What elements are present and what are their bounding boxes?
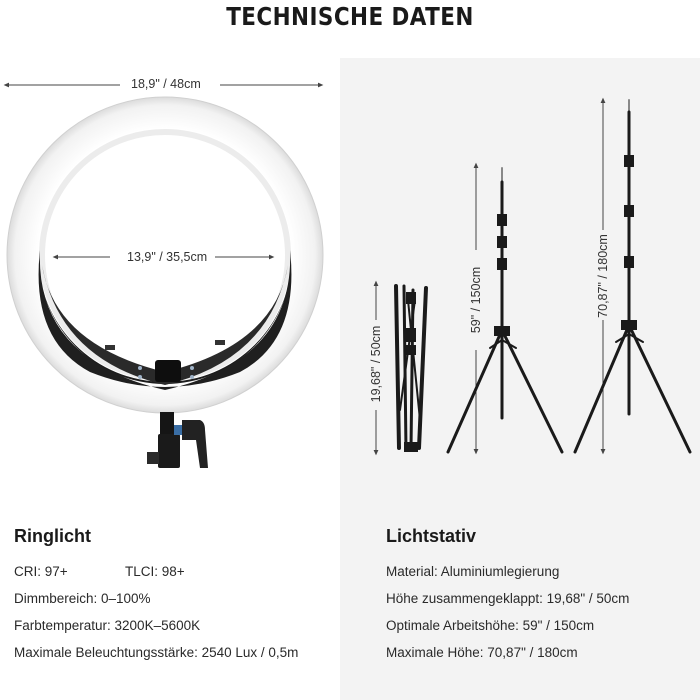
inner-diameter-label: 13,9" / 35,5cm xyxy=(127,250,208,264)
page-title: TECHNISCHE DATEN xyxy=(226,2,474,31)
color-temp-spec: Farbtemperatur: 3200K–5600K xyxy=(14,618,201,633)
tlci-spec: TLCI: 98+ xyxy=(125,564,185,579)
ring-light-illustration xyxy=(7,97,323,468)
light-stand-heading: Lichtstativ xyxy=(386,526,477,546)
max-height-label: 70,87" / 180cm xyxy=(596,234,610,318)
outer-diameter-label: 18,9" / 48cm xyxy=(131,77,201,91)
folded-height-label: 19,68" / 50cm xyxy=(369,325,383,403)
folded-stand-illustration xyxy=(396,286,426,452)
ring-light-heading: Ringlicht xyxy=(14,526,91,546)
optimal-height-spec: Optimale Arbeitshöhe: 59" / 150cm xyxy=(386,618,595,633)
dimming-spec: Dimmbereich: 0–100% xyxy=(14,591,151,606)
stand-180cm-illustration xyxy=(575,100,690,452)
max-height-spec: Maximale Höhe: 70,87" / 180cm xyxy=(386,645,578,660)
cri-spec: CRI: 97+ xyxy=(14,564,68,579)
folded-height-spec: Höhe zusammengeklappt: 19,68" / 50cm xyxy=(386,591,630,606)
working-height-label: 59" / 150cm xyxy=(469,266,483,334)
stand-150cm-illustration xyxy=(448,168,562,452)
control-panel-display xyxy=(155,360,181,382)
material-spec: Material: Aluminiumlegierung xyxy=(386,564,560,579)
max-illuminance-spec: Maximale Beleuchtungsstärke: 2540 Lux / 0,5m xyxy=(14,645,299,660)
